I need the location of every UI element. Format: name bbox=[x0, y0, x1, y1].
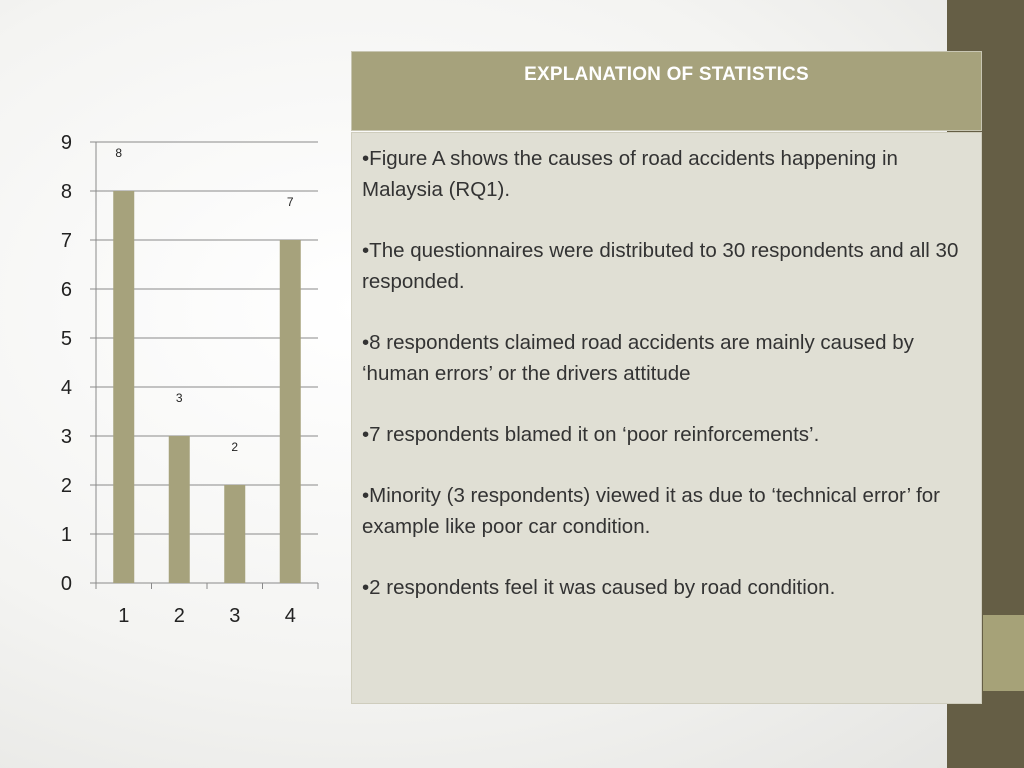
x-tick-label: 1 bbox=[118, 605, 130, 627]
y-tick-label: 7 bbox=[60, 230, 72, 252]
bullet-poor-reinforcements: •7 respondents blamed it on ‘poor reinforcements’. bbox=[362, 423, 820, 446]
bar-chart bbox=[40, 120, 340, 640]
bullet-questionnaires: •The questionnaires were distributed to 30 respondents and all 30 responded. bbox=[362, 239, 959, 293]
x-tick-label: 2 bbox=[173, 605, 185, 627]
explanation-panel-header bbox=[351, 51, 982, 131]
explanation-panel-body bbox=[351, 132, 982, 704]
y-tick-label: 6 bbox=[60, 279, 72, 301]
y-tick-label: 2 bbox=[60, 475, 72, 497]
bullet-figure-a: •Figure A shows the causes of road accidents happening in Malaysia (RQ1). bbox=[362, 147, 898, 201]
y-tick-label: 3 bbox=[60, 426, 72, 448]
bar-category-3 bbox=[224, 485, 245, 583]
bar-category-4 bbox=[280, 240, 301, 583]
y-tick-label: 0 bbox=[60, 573, 72, 595]
data-label: 8 bbox=[115, 146, 123, 160]
data-label: 2 bbox=[231, 440, 239, 454]
bullet-technical-error: •Minority (3 respondents) viewed it as due to ‘technical error’ for example like poor car condition. bbox=[362, 484, 941, 538]
bar-category-2 bbox=[169, 436, 190, 583]
x-tick-label: 3 bbox=[229, 605, 241, 627]
bullet-human-errors: •8 respondents claimed road accidents are mainly caused by ‘human errors’ or the drivers attitude bbox=[362, 331, 914, 385]
y-tick-label: 8 bbox=[60, 181, 72, 203]
panel-title: EXPLANATION OF STATISTICS bbox=[524, 64, 809, 85]
decorative-side-accent bbox=[983, 615, 1024, 691]
data-label: 3 bbox=[175, 391, 183, 405]
y-tick-label: 4 bbox=[60, 377, 72, 399]
bar-category-1 bbox=[113, 191, 134, 583]
y-tick-label: 9 bbox=[60, 132, 72, 154]
x-tick-label: 4 bbox=[284, 605, 296, 627]
data-label: 7 bbox=[286, 195, 294, 209]
y-tick-label: 1 bbox=[60, 524, 72, 546]
y-tick-label: 5 bbox=[60, 328, 72, 350]
bullet-road-condition: •2 respondents feel it was caused by road condition. bbox=[362, 576, 836, 599]
